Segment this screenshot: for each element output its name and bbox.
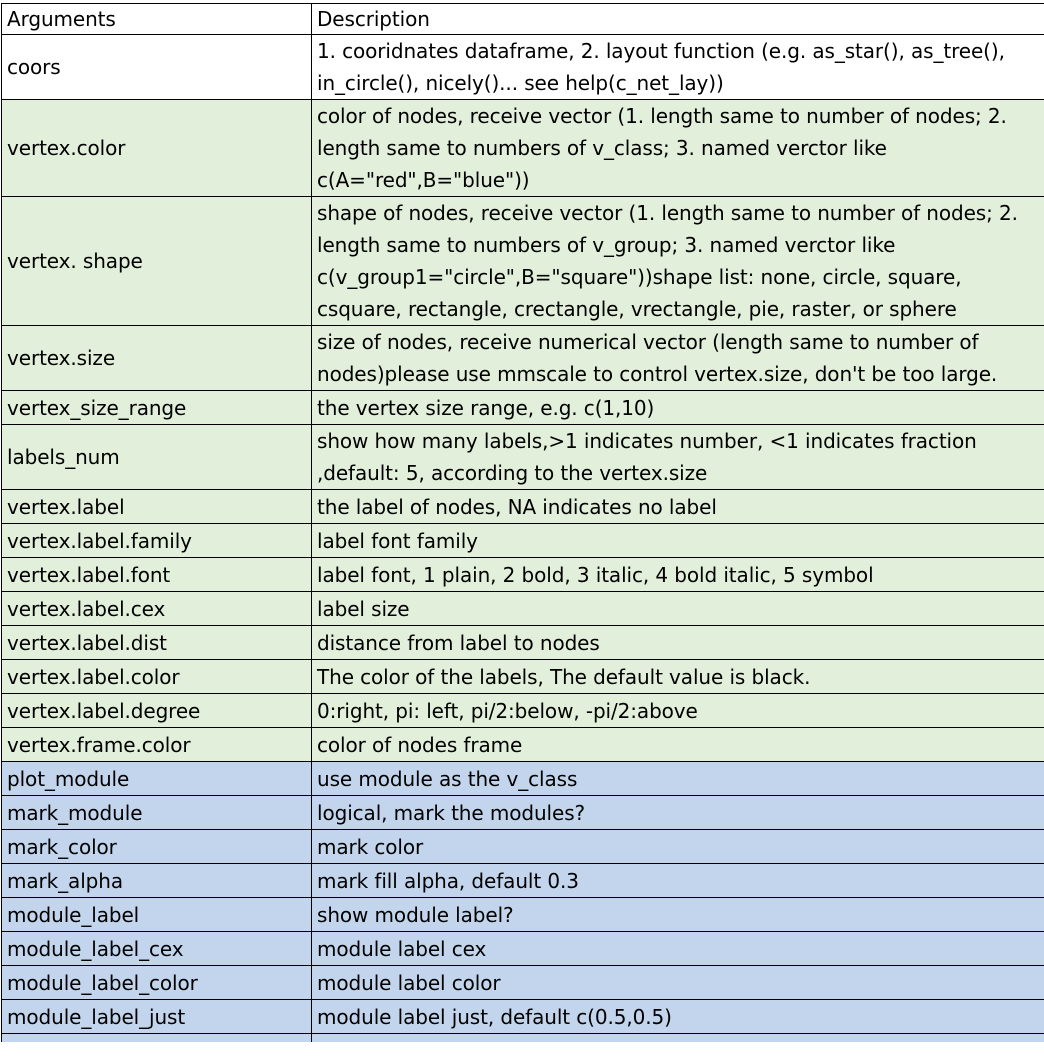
description-cell: label font family — [312, 524, 1044, 558]
description-cell: the vertex size range, e.g. c(1,10) — [312, 391, 1044, 425]
table-row — [2, 100, 1044, 197]
table-row — [2, 796, 1044, 830]
argument-cell: labels_num — [2, 425, 312, 490]
argument-cell: vertex.label.family — [2, 524, 312, 558]
header-description: Description — [312, 4, 1044, 35]
table-row — [2, 660, 1044, 694]
argument-cell: vertex.label.dist — [2, 626, 312, 660]
argument-cell: mark_color — [2, 830, 312, 864]
table-row — [2, 490, 1044, 524]
description-cell: the label of nodes, NA indicates no label — [312, 490, 1044, 524]
argument-cell: vertex.color — [2, 100, 312, 197]
description-cell: color of nodes, receive vector (1. length same to number of nodes; 2. length same to numbers of v_class; 3. named verctor like c(A="red",B="blue")) — [312, 100, 1044, 197]
argument-cell: vertex. shape — [2, 197, 312, 326]
argument-cell — [2, 1034, 312, 1043]
arguments-table — [1, 3, 1044, 1042]
description-cell: shape of nodes, receive vector (1. length same to number of nodes; 2. length same to numbers of v_group; 3. named verctor like c(v_group1="circle",B="square"))shape list: none, circle, square, csquare, rectangle, crectangle, vrectangle, pie, raster, or sphere — [312, 197, 1044, 326]
description-cell: color of nodes frame — [312, 728, 1044, 762]
argument-cell: vertex.label.cex — [2, 592, 312, 626]
argument-cell: vertex.label.degree — [2, 694, 312, 728]
argument-cell: vertex.frame.color — [2, 728, 312, 762]
table-row — [2, 694, 1044, 728]
description-cell: module label cex — [312, 932, 1044, 966]
argument-cell: vertex.size — [2, 326, 312, 391]
table-row-partial — [2, 1034, 1044, 1043]
description-cell: The color of the labels, The default value is black. — [312, 660, 1044, 694]
description-cell: 1. cooridnates dataframe, 2. layout function (e.g. as_star(), as_tree(), in_circle(), nicely()... see help(c_net_lay)) — [312, 35, 1044, 100]
table-row — [2, 830, 1044, 864]
argument-cell: mark_module — [2, 796, 312, 830]
description-cell: module label color — [312, 966, 1044, 1000]
table-row — [2, 558, 1044, 592]
description-cell: label size — [312, 592, 1044, 626]
argument-cell: mark_alpha — [2, 864, 312, 898]
description-cell: use module as the v_class — [312, 762, 1044, 796]
table-row — [2, 898, 1044, 932]
description-cell: label font, 1 plain, 2 bold, 3 italic, 4 bold italic, 5 symbol — [312, 558, 1044, 592]
description-cell: show module label? — [312, 898, 1044, 932]
table-row — [2, 197, 1044, 326]
header-row — [2, 4, 1044, 35]
description-cell: 0:right, pi: left, pi/2:below, -pi/2:above — [312, 694, 1044, 728]
description-cell: mark fill alpha, default 0.3 — [312, 864, 1044, 898]
description-cell: show how many labels,>1 indicates number, <1 indicates fraction ,default: 5, according to the vertex.size — [312, 425, 1044, 490]
table-row — [2, 728, 1044, 762]
table-row — [2, 524, 1044, 558]
table-row — [2, 762, 1044, 796]
table-row — [2, 326, 1044, 391]
table-row — [2, 391, 1044, 425]
argument-cell: vertex_size_range — [2, 391, 312, 425]
table-row — [2, 425, 1044, 490]
description-cell: distance from label to nodes — [312, 626, 1044, 660]
description-cell: size of nodes, receive numerical vector (length same to number of nodes)please use mmscale to control vertex.size, don't be too large. — [312, 326, 1044, 391]
argument-cell: plot_module — [2, 762, 312, 796]
argument-cell: vertex.label — [2, 490, 312, 524]
argument-cell: module_label_cex — [2, 932, 312, 966]
description-cell: mark color — [312, 830, 1044, 864]
table-row — [2, 35, 1044, 100]
table-row — [2, 864, 1044, 898]
description-cell: logical, mark the modules? — [312, 796, 1044, 830]
description-cell: module label just, default c(0.5,0.5) — [312, 1000, 1044, 1034]
table-row — [2, 966, 1044, 1000]
argument-cell: module_label_color — [2, 966, 312, 1000]
table-row — [2, 932, 1044, 966]
table-row — [2, 626, 1044, 660]
header-arguments: Arguments — [2, 4, 312, 35]
table-row — [2, 592, 1044, 626]
argument-cell: coors — [2, 35, 312, 100]
description-cell — [312, 1034, 1044, 1043]
argument-cell: module_label_just — [2, 1000, 312, 1034]
table-row — [2, 1000, 1044, 1034]
argument-cell: vertex.label.font — [2, 558, 312, 592]
argument-cell: vertex.label.color — [2, 660, 312, 694]
argument-cell: module_label — [2, 898, 312, 932]
